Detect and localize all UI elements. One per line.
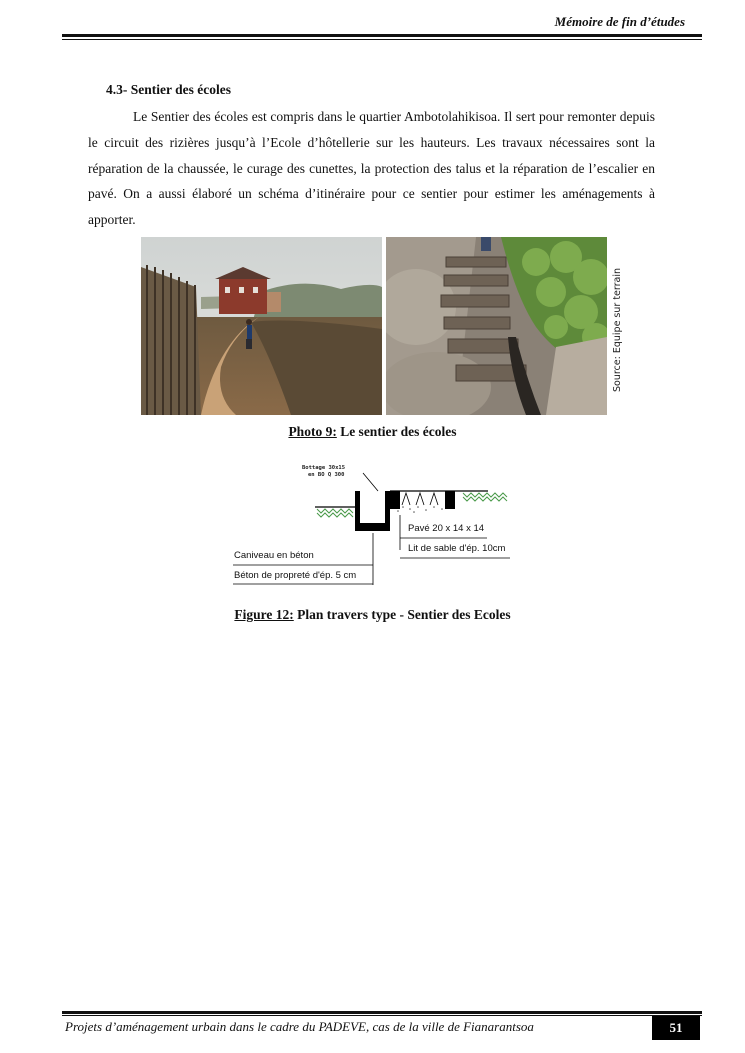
figure-caption: [0, 607, 745, 623]
label-lit-sable: Lit de sable d'ép. 10cm: [408, 543, 506, 554]
body-paragraph: Le Sentier des écoles est compris dans le quartier Ambotolahikisoa. Il sert pour remonter depuis le circuit des rizières jusqu’à l’Ecole d’hôtellerie sur les hauteurs. Les travaux nécessaires sont la réparation de la chaussée, le curage des cunettes, la protection des talus et la réparation de l’escalier en pavé. On a aussi élaboré un schéma d’itinéraire pour ce sentier pour estimer les aménagements à apporter.: [88, 109, 655, 228]
label-pave: Pavé 20 x 14 x 14: [408, 523, 485, 534]
label-caniveau: Caniveau en béton: [234, 550, 314, 561]
header-rule-thin: [62, 39, 702, 40]
photo-caption-label: Photo 9:: [288, 424, 337, 439]
label-bottage: Bottage 30x15: [302, 465, 346, 471]
cross-section-figure: [230, 455, 512, 591]
label-bottage-grade: en BO Q 300: [308, 472, 345, 478]
photo-path: [141, 237, 382, 415]
footer-rule-thin: [62, 1015, 702, 1016]
page-number: 51: [652, 1016, 700, 1040]
page-header-title: Mémoire de fin d’études: [554, 14, 685, 29]
photo-caption-text: Le sentier des écoles: [336, 424, 457, 439]
footer-rule: [62, 1011, 702, 1014]
photo-source: Source: Equipe sur terrain: [612, 267, 623, 392]
header-rule: [62, 34, 702, 37]
figure-caption-label: Figure 12:: [234, 607, 294, 622]
footer-text: Projets d’aménagement urbain dans le cadre du PADEVE, cas de la ville de Fianarantsoa: [65, 1019, 534, 1034]
figure-caption-text: Plan travers type - Sentier des Ecoles: [293, 607, 511, 622]
section-heading: 4.3- Sentier des écoles: [106, 82, 231, 97]
photo-caption: [0, 424, 745, 440]
label-beton-proprete: Béton de propreté d'ép. 5 cm: [234, 570, 357, 581]
photo-steps: [386, 237, 607, 415]
